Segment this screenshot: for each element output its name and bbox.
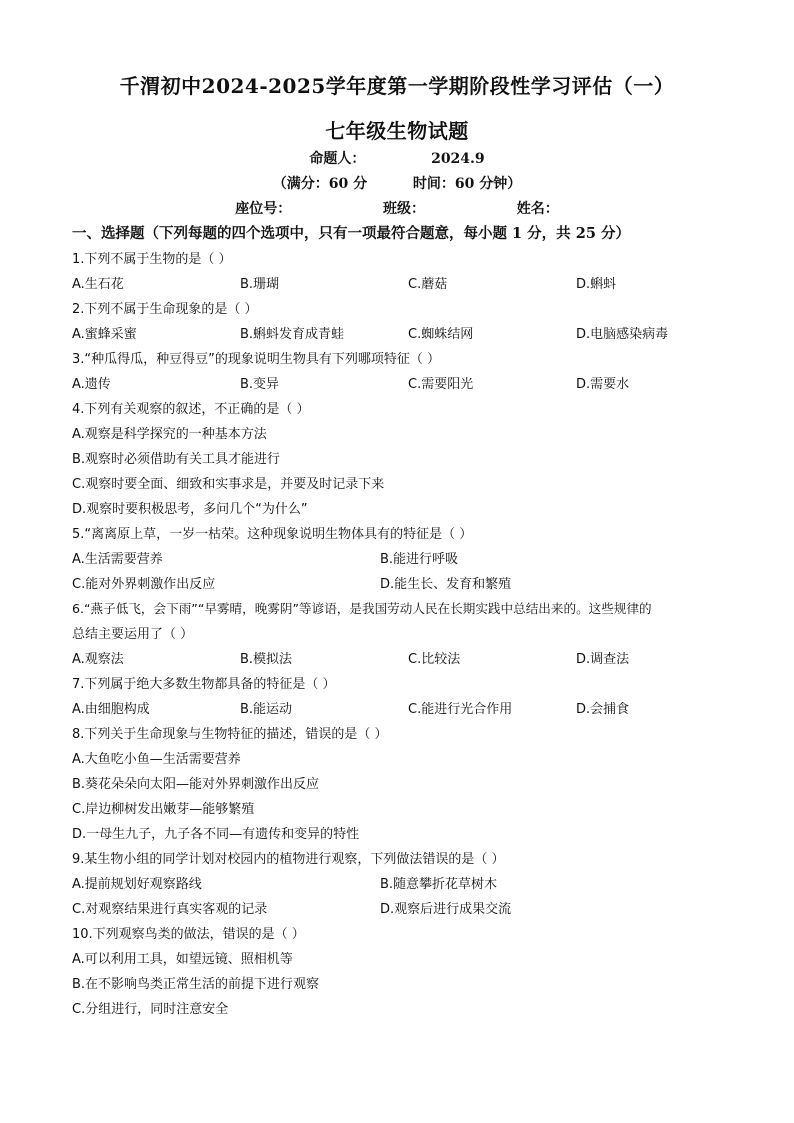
question-2-option-d: D.电脑感染病毒 (576, 327, 669, 342)
question-4-stem: 4.下列有关观察的叙述，不正确的是（ ） (72, 402, 310, 417)
question-5-option-b: B.能进行呼吸 (380, 552, 459, 567)
question-2-option-b: B.蝌蚪发育成青蛙 (240, 327, 345, 342)
question-2-option-c: C.蜘蛛结网 (408, 327, 474, 342)
question-6-option-a: A.观察法 (72, 652, 124, 667)
question-10-option-a: A.可以利用工具，如望远镜、照相机等 (72, 952, 293, 967)
question-5-stem: 5.“离离原上草，一岁一枯荣。这种现象说明生物体具有的特征是（ ） (72, 527, 473, 542)
author-line (0, 148, 794, 168)
question-7-option-c: C.能进行光合作用 (408, 702, 513, 717)
question-8-option-d: D.一母生九子，九子各不同—有遗传和变异的特性 (72, 827, 360, 842)
exam-date: 2024.9 (431, 151, 485, 167)
question-1-option-b: B.珊瑚 (240, 277, 280, 292)
exam-subtitle: 七年级生物试题 (325, 119, 469, 143)
question-3-option-a: A.遗传 (72, 377, 111, 392)
name-label: 姓名： (516, 201, 559, 217)
question-1-option-a: A.生石花 (72, 277, 124, 292)
question-6-stem-line-2: 总结主要运用了（ ） (72, 627, 194, 642)
question-5-option-c: C.能对外界刺激作出反应 (72, 577, 216, 592)
question-3-option-c: C.需要阳光 (408, 377, 474, 392)
question-4-option-d: D.观察时要积极思考，多问几个“为什么” (72, 502, 308, 517)
question-7-option-b: B.能运动 (240, 702, 293, 717)
question-10-option-c: C.分组进行，同时注意安全 (72, 1002, 229, 1017)
student-info-line (0, 198, 794, 218)
question-9-option-c: C.对观察结果进行真实客观的记录 (72, 902, 268, 917)
question-10-stem: 10.下列观察鸟类的做法，错误的是（ ） (72, 927, 305, 942)
score-time-line (0, 173, 794, 193)
question-5-option-d: D.能生长、发育和繁殖 (380, 577, 512, 592)
question-7-option-a: A.由细胞构成 (72, 702, 150, 717)
seat-label: 座位号： (235, 201, 292, 217)
question-2-option-a: A.蜜蜂采蜜 (72, 327, 137, 342)
section-heading: 一、选择题（下列每题的四个选项中，只有一项最符合题意，每小题 1 分，共 25 分） (72, 225, 630, 242)
question-4-option-b: B.观察时必须借助有关工具才能进行 (72, 452, 281, 467)
class-label: 班级： (383, 201, 425, 217)
question-8-option-c: C.岸边柳树发出嫩芽—能够繁殖 (72, 802, 255, 817)
question-8-option-a: A.大鱼吃小鱼—生活需要营养 (72, 752, 241, 767)
question-7-stem: 7.下列属于绝大多数生物都具备的特征是（ ） (72, 677, 336, 692)
question-5-option-a: A.生活需要营养 (72, 552, 163, 567)
question-4-option-a: A.观察是科学探究的一种基本方法 (72, 427, 267, 442)
question-6-stem-line-1: 6.“燕子低飞，会下雨”“早雾晴，晚雾阴”等谚语，是我国劳动人民在长期实践中总结出来的。这些规律的 (72, 601, 652, 616)
question-10-option-b: B.在不影响鸟类正常生活的前提下进行观察 (72, 977, 320, 992)
question-7-option-d: D.会捕食 (576, 702, 630, 717)
question-1-option-c: C.蘑菇 (408, 277, 448, 292)
question-8-option-b: B.葵花朵朵向太阳—能对外界刺激作出反应 (72, 777, 320, 792)
question-4-option-c: C.观察时要全面、细致和实事求是，并要及时记录下来 (72, 477, 385, 492)
question-9-option-a: A.提前规划好观察路线 (72, 877, 202, 892)
question-8-stem: 8.下列关于生命现象与生物特征的描述，错误的是（ ） (72, 727, 388, 742)
question-6-option-c: C.比较法 (408, 652, 461, 667)
question-1-stem: 1.下列不属于生物的是（ ） (72, 252, 232, 267)
question-9-stem: 9.某生物小组的同学计划对校园内的植物进行观察，下列做法错误的是（ ） (72, 852, 505, 867)
question-9-option-b: B.随意攀折花草树木 (380, 877, 498, 892)
question-3-stem: 3.“种瓜得瓜，种豆得豆”的现象说明生物具有下列哪项特征（ ） (72, 352, 441, 367)
score-info: （满分：60 分 (272, 176, 368, 192)
question-3-option-d: D.需要水 (576, 377, 630, 392)
question-1-option-d: D.蝌蚪 (576, 277, 617, 292)
author-label: 命题人： (309, 151, 366, 167)
question-3-option-b: B.变异 (240, 377, 280, 392)
question-6-option-b: B.模拟法 (240, 652, 293, 667)
question-6-option-d: D.调查法 (576, 652, 630, 667)
time-info: 时间：60 分钟） (412, 176, 522, 192)
question-9-option-d: D.观察后进行成果交流 (380, 902, 512, 917)
question-2-stem: 2.下列不属于生命现象的是（ ） (72, 302, 258, 317)
exam-title: 千渭初中2024-2025学年度第一学期阶段性学习评估（一） (119, 74, 675, 98)
